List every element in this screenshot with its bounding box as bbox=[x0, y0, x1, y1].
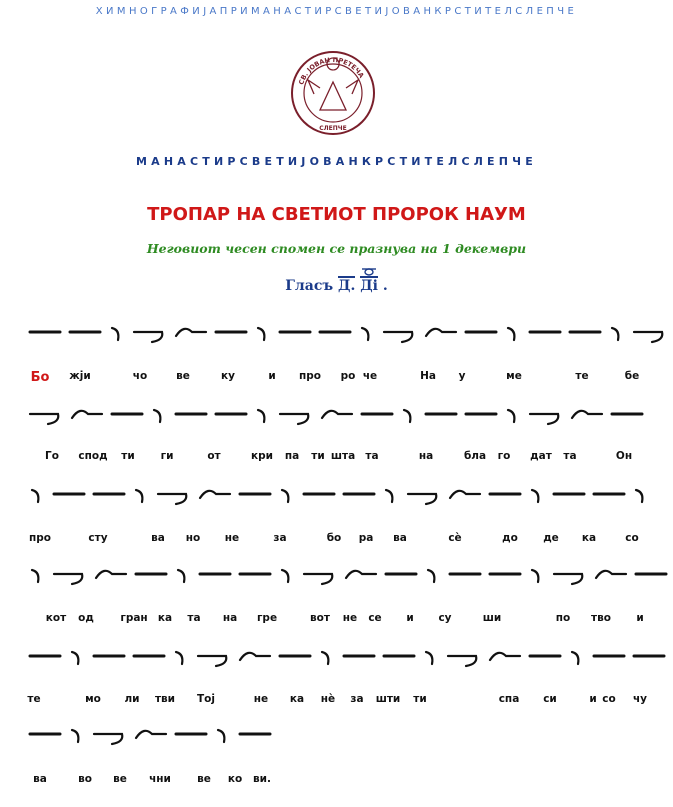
lyric-syllable: ти bbox=[121, 450, 135, 462]
klasma-neume-icon bbox=[554, 574, 582, 584]
lyric-syllable: за bbox=[273, 532, 287, 544]
apostrophos-neume-icon bbox=[32, 570, 38, 582]
neume-line bbox=[0, 556, 673, 596]
lyric-syllable: Он bbox=[615, 450, 633, 462]
lyric-syllable: дат bbox=[530, 450, 552, 462]
klasma-neume-icon bbox=[30, 414, 58, 424]
tone-end: . bbox=[382, 278, 388, 294]
lyric-syllable: сту bbox=[88, 532, 108, 544]
apostrophos-neume-icon bbox=[612, 328, 618, 340]
klasma-neume-icon bbox=[280, 414, 308, 424]
apostrophos-neume-icon bbox=[532, 570, 538, 582]
lyric-syllable: гре bbox=[256, 612, 278, 624]
kentima-neume-icon bbox=[450, 491, 480, 498]
oxia-mark-icon bbox=[362, 266, 376, 276]
lyric-syllable: ро bbox=[340, 370, 356, 382]
klasma-neume-icon bbox=[448, 656, 476, 666]
apostrophos-neume-icon bbox=[258, 410, 264, 422]
lyric-syllable: сѐ bbox=[448, 532, 462, 544]
lyric-syllable: со bbox=[625, 532, 639, 544]
hymn-title: ТРОПАР НА СВЕТИОТ ПРОРОК НАУМ bbox=[147, 204, 526, 225]
hymn-subtitle: Неговиот чесен спомен се празнува на 1 декември bbox=[146, 241, 527, 256]
klasma-neume-icon bbox=[384, 332, 412, 342]
apostrophos-neume-icon bbox=[136, 490, 142, 502]
lyric-syllable: су bbox=[438, 612, 452, 624]
lyric-syllable: та bbox=[187, 612, 201, 624]
lyric-syllable: нѐ bbox=[320, 693, 336, 705]
lyric-syllable: кри bbox=[251, 450, 273, 462]
lyric-syllable: та bbox=[365, 450, 379, 462]
lyric-syllable: те bbox=[575, 370, 589, 382]
apostrophos-neume-icon bbox=[636, 490, 642, 502]
lyric-syllable: ги bbox=[160, 450, 174, 462]
kentima-neume-icon bbox=[346, 571, 376, 578]
lyric-syllable: ве bbox=[197, 773, 211, 785]
apostrophos-neume-icon bbox=[508, 410, 514, 422]
neume-line bbox=[0, 638, 673, 678]
page-header-title: ХИМНОГРАФИЈАПРИМАНАСТИРСВЕТИЈОВАНКРСТИТЕЛСЛЕПЧЕ bbox=[95, 6, 578, 17]
kentima-neume-icon bbox=[96, 571, 126, 578]
apostrophos-neume-icon bbox=[154, 410, 160, 422]
lyric-syllable: ши bbox=[482, 612, 502, 624]
lyric-syllable: ти bbox=[311, 450, 325, 462]
lyric-syllable: ви. bbox=[253, 773, 271, 785]
svg-text:СЛЕПЧЕ: СЛЕПЧЕ bbox=[319, 125, 347, 132]
lyric-syllable: Бо bbox=[30, 370, 50, 385]
apostrophos-neume-icon bbox=[532, 490, 538, 502]
neume-line bbox=[0, 396, 673, 436]
kentima-neume-icon bbox=[596, 571, 626, 578]
lyric-syllable: и bbox=[589, 693, 597, 705]
lyric-syllable: че bbox=[362, 370, 378, 382]
neume-line bbox=[0, 476, 673, 516]
lyric-syllable: и bbox=[268, 370, 276, 382]
lyric-syllable: та bbox=[563, 450, 577, 462]
kentima-neume-icon bbox=[426, 329, 456, 336]
apostrophos-neume-icon bbox=[72, 730, 78, 742]
lyric-syllable: Го bbox=[45, 450, 59, 462]
apostrophos-neume-icon bbox=[72, 652, 78, 664]
apostrophos-neume-icon bbox=[218, 730, 224, 742]
lyric-syllable: тво bbox=[591, 612, 611, 624]
klasma-neume-icon bbox=[134, 332, 162, 342]
klasma-neume-icon bbox=[198, 656, 226, 666]
kentima-neume-icon bbox=[72, 411, 102, 418]
apostrophos-neume-icon bbox=[282, 490, 288, 502]
lyric-syllable: ти bbox=[413, 693, 427, 705]
lyric-syllable: па bbox=[284, 450, 300, 462]
apostrophos-neume-icon bbox=[322, 652, 328, 664]
lyric-syllable: по bbox=[555, 612, 571, 624]
klasma-neume-icon bbox=[158, 494, 186, 504]
apostrophos-neume-icon bbox=[426, 652, 432, 664]
lyric-syllable: од bbox=[78, 612, 94, 624]
apostrophos-neume-icon bbox=[362, 328, 368, 340]
lyric-syllable: на bbox=[418, 450, 434, 462]
lyric-syllable: ве bbox=[176, 370, 190, 382]
lyric-syllable: не bbox=[224, 532, 240, 544]
monastery-seal-icon bbox=[290, 50, 376, 136]
lyric-syllable: гран bbox=[120, 612, 148, 624]
klasma-neume-icon bbox=[530, 414, 558, 424]
apostrophos-neume-icon bbox=[386, 490, 392, 502]
lyric-syllable: ко bbox=[227, 773, 243, 785]
apostrophos-neume-icon bbox=[282, 570, 288, 582]
klasma-neume-icon bbox=[408, 494, 436, 504]
lyric-syllable: кот bbox=[45, 612, 67, 624]
kentima-neume-icon bbox=[490, 653, 520, 660]
lyric-syllable: бо bbox=[326, 532, 342, 544]
lyric-syllable: го bbox=[497, 450, 511, 462]
lyric-syllable: спа bbox=[498, 693, 520, 705]
apostrophos-neume-icon bbox=[178, 570, 184, 582]
lyric-syllable: не bbox=[342, 612, 358, 624]
lyric-syllable: ка bbox=[157, 612, 173, 624]
lyric-syllable: вот bbox=[310, 612, 330, 624]
lyric-syllable: и bbox=[636, 612, 644, 624]
apostrophos-neume-icon bbox=[508, 328, 514, 340]
lyric-syllable: до bbox=[502, 532, 518, 544]
lyric-syllable: про bbox=[29, 532, 51, 544]
lyric-syllable: со bbox=[602, 693, 616, 705]
lyric-syllable: На bbox=[420, 370, 436, 382]
lyric-syllable: у bbox=[458, 370, 466, 382]
lyric-syllable: спод bbox=[78, 450, 108, 462]
tone-heading bbox=[0, 278, 673, 294]
kentima-neume-icon bbox=[136, 731, 166, 738]
kentima-neume-icon bbox=[322, 411, 352, 418]
apostrophos-neume-icon bbox=[572, 652, 578, 664]
lyric-syllable: си bbox=[543, 693, 557, 705]
lyric-syllable: де bbox=[543, 532, 559, 544]
lyric-syllable: ва bbox=[151, 532, 165, 544]
lyric-syllable: про bbox=[299, 370, 321, 382]
monastery-name: МАНАСТИРСВЕТИЈОВАНКРСТИТЕЛСЛЕПЧЕ bbox=[136, 155, 537, 168]
lyric-syllable: ве bbox=[113, 773, 127, 785]
klasma-neume-icon bbox=[304, 574, 332, 584]
klasma-neume-icon bbox=[634, 332, 662, 342]
lyric-syllable: се bbox=[368, 612, 382, 624]
lyric-syllable: но bbox=[185, 532, 201, 544]
kentima-neume-icon bbox=[572, 411, 602, 418]
lyric-syllable: ка bbox=[289, 693, 305, 705]
lyric-syllable: за bbox=[350, 693, 364, 705]
lyric-syllable: не bbox=[253, 693, 269, 705]
apostrophos-neume-icon bbox=[428, 570, 434, 582]
lyric-syllable: бла bbox=[463, 450, 487, 462]
lyric-syllable: тви bbox=[154, 693, 176, 705]
lyric-syllable: те bbox=[27, 693, 41, 705]
klasma-neume-icon bbox=[94, 734, 122, 744]
lyric-syllable: шта bbox=[330, 450, 356, 462]
lyric-syllable: бе bbox=[624, 370, 640, 382]
lyric-syllable: ку bbox=[221, 370, 235, 382]
lyric-syllable: ва bbox=[33, 773, 47, 785]
lyric-syllable: ка bbox=[581, 532, 597, 544]
kentima-neume-icon bbox=[240, 653, 270, 660]
lyric-syllable: и bbox=[406, 612, 414, 624]
neume-line bbox=[0, 314, 673, 354]
lyric-syllable: жји bbox=[69, 370, 91, 382]
neume-line bbox=[0, 716, 673, 756]
tone-number: Д. bbox=[338, 278, 356, 294]
seal-text: СВ. ЈОВАН ПРЕТЕЧА bbox=[297, 55, 366, 86]
klasma-neume-icon bbox=[54, 574, 82, 584]
lyric-syllable: чо bbox=[132, 370, 148, 382]
lyric-syllable: на bbox=[222, 612, 238, 624]
lyric-syllable: ме bbox=[506, 370, 522, 382]
apostrophos-neume-icon bbox=[112, 328, 118, 340]
tone-label: Гласъ bbox=[285, 278, 334, 294]
apostrophos-neume-icon bbox=[258, 328, 264, 340]
lyric-syllable: ли bbox=[124, 693, 140, 705]
kentima-neume-icon bbox=[200, 491, 230, 498]
lyric-syllable: ва bbox=[393, 532, 407, 544]
apostrophos-neume-icon bbox=[32, 490, 38, 502]
apostrophos-neume-icon bbox=[404, 410, 410, 422]
lyric-syllable: Тој bbox=[197, 693, 215, 705]
lyric-syllable: чни bbox=[149, 773, 171, 785]
kentima-neume-icon bbox=[176, 329, 206, 336]
lyric-syllable: чу bbox=[632, 693, 648, 705]
lyric-syllable: во bbox=[78, 773, 92, 785]
lyric-syllable: мо bbox=[85, 693, 101, 705]
tone-mode: Ді bbox=[360, 278, 378, 294]
lyric-syllable: от bbox=[207, 450, 221, 462]
lyric-syllable: ра bbox=[358, 532, 374, 544]
apostrophos-neume-icon bbox=[176, 652, 182, 664]
lyric-syllable: шти bbox=[375, 693, 401, 705]
